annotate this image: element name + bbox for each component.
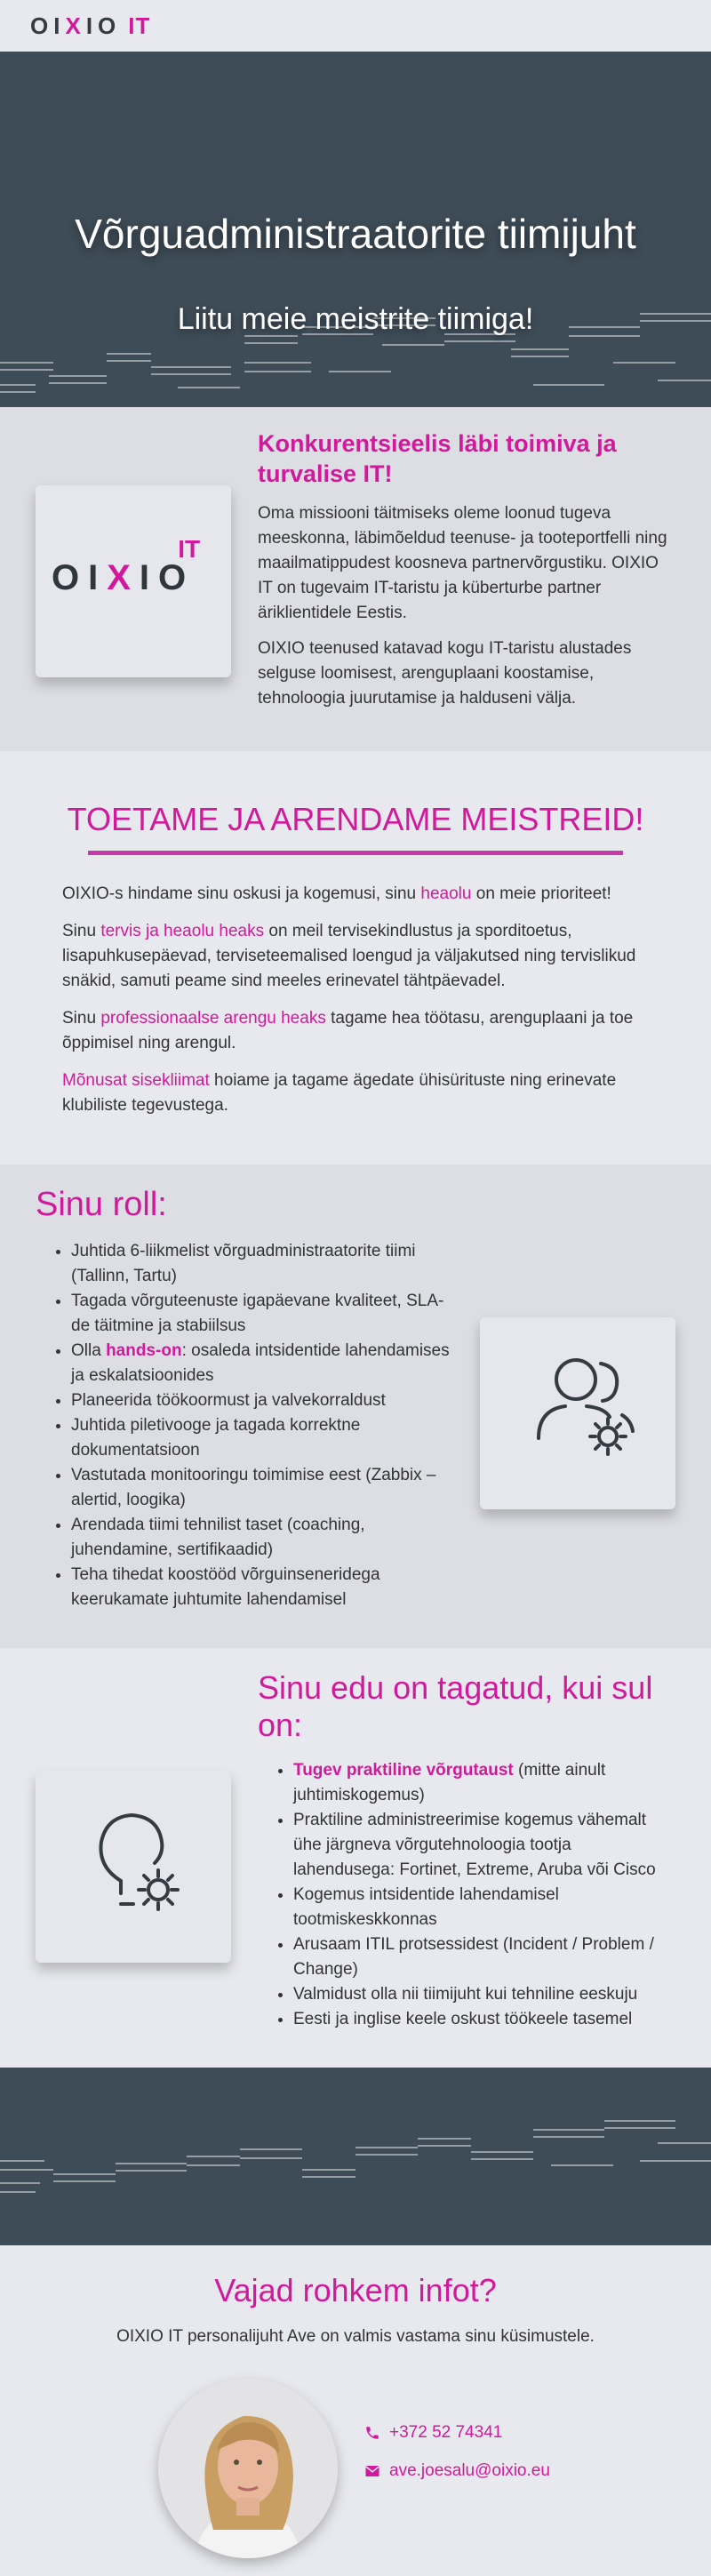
list-item: • Praktiline administreerimise kogemus vähemalt ühe järgneva võrgutehnoloogia tootja lahendusega: Fortinet, Extreme, Aruba või Cisco xyxy=(293,1808,674,1883)
email-link[interactable] xyxy=(364,2461,550,2481)
support-paragraph-1 xyxy=(62,882,649,907)
phone-number: +372 52 74341 xyxy=(389,2423,503,2442)
list-item: • Teha tihedat koostööd võrguinseneridega keerukamate juhtumite lahendamisel xyxy=(71,1563,460,1612)
support-paragraph-3 xyxy=(62,1006,649,1056)
mission-paragraph-1: Oma missiooni täitmiseks oleme loonud tugeva meeskonna, läbimõeldud teenuse- ja tooteportfelli ning maailmatippudest koosneva partnervõrgustiku. OIXIO IT on tugevaim IT-taristu ja küberturbe partner äriklientidele Eestis. xyxy=(258,504,667,622)
lightbulb-gear-card xyxy=(36,1771,231,1963)
envelope-icon xyxy=(364,2464,380,2478)
highlight-text: hands-on xyxy=(106,1341,182,1360)
list-item: • Vastutada monitooringu toimimise eest (Zabbix – alertid, loogika) xyxy=(71,1463,460,1513)
logo-card xyxy=(36,485,231,677)
hero-banner xyxy=(0,52,711,407)
band-lines-decoration xyxy=(0,2068,711,2245)
card-logo-it: IT xyxy=(178,535,201,563)
card-logo xyxy=(52,535,201,598)
text-span: (mitte ainult juhtimiskogemus) xyxy=(293,1761,606,1804)
title-underline xyxy=(88,851,623,855)
list-item: • Planeerida töökoormust ja valvekorraldust xyxy=(71,1388,460,1413)
email-address: ave.joesalu@oixio.eu xyxy=(389,2461,550,2480)
support-paragraph-4 xyxy=(62,1068,649,1118)
text-span: on meie prioriteet! xyxy=(471,884,611,903)
mission-section xyxy=(0,407,711,751)
text-span: Sinu xyxy=(62,922,101,940)
text-span: Sinu xyxy=(62,1009,101,1028)
text-span: Olla xyxy=(71,1341,107,1360)
lightbulb-gear-icon xyxy=(36,1771,231,1963)
highlight-text: professionaalse arengu heaks xyxy=(100,1009,326,1028)
requirements-title: Sinu edu on tagatud, kui sul on: xyxy=(258,1669,653,1743)
avatar xyxy=(158,2379,338,2558)
mission-paragraph-2: OIXIO teenused katavad kogu IT-taristu alustades selguse loomisest, arenguplaani koostamise, tehnoloogia juurutamise ja halduseni välja. xyxy=(258,639,632,708)
highlight-text: tervis ja heaolu heaks xyxy=(100,922,265,940)
highlight-text: Tugev praktiline võrgutaust xyxy=(293,1761,514,1780)
support-paragraph-2 xyxy=(62,919,649,994)
text-span: OIXIO-s hindame sinu oskusi ja kogemusi, sinu xyxy=(62,884,421,903)
list-item: • Juhtida piletivooge ja tagada korrektne dokumentatsioon xyxy=(71,1413,460,1463)
list-item xyxy=(293,1758,674,1808)
text-span: : osaleda intsidentide lahendamises ja eskalatsioonides xyxy=(71,1341,450,1385)
requirements-section xyxy=(0,1648,711,2068)
list-item: • Juhtida 6-liikmelist võrguadministraatorite tiimi (Tallinn, Tartu) xyxy=(71,1239,460,1289)
logo-word: OIXIO xyxy=(30,12,122,39)
role-list xyxy=(52,1239,460,1612)
card-logo-word: OIXIO xyxy=(52,558,196,597)
decorative-band xyxy=(0,2068,711,2245)
highlight-text: heaolu xyxy=(420,884,472,903)
support-title: TOETAME JA ARENDAME MEISTREID! xyxy=(67,801,644,837)
list-item xyxy=(71,1339,460,1388)
text-span: on meil tervisekindlustus ja sporditoetus, lisapuhkusepäevad, terviseteemalised loengud ja väljakutsed ning tervislikud snäkid, samuti peame sind meeles erinevatel tähtpäevadel. xyxy=(62,922,636,990)
contact-section xyxy=(0,2245,711,2576)
users-gear-icon xyxy=(480,1317,675,1509)
avatar-portrait xyxy=(158,2379,338,2558)
hero-title: Võrguadministraatorite tiimijuht xyxy=(75,211,636,257)
list-item: • Valmidust olla nii tiimijuht kui tehniline eeskuju xyxy=(293,1982,674,2007)
requirements-list xyxy=(274,1758,674,2032)
contact-subtitle: OIXIO IT personalijuht Ave on valmis vastama sinu küsimustele. xyxy=(116,2327,595,2346)
list-item: • Tagada võrguteenuste igapäevane kvaliteet, SLA-de täitmine ja stabiilsus xyxy=(71,1289,460,1339)
highlight-text: Mõnusat sisekliimat xyxy=(62,1071,210,1090)
top-bar xyxy=(0,0,711,52)
list-item: • Eesti ja inglise keele oskust töökeele tasemel xyxy=(293,2007,674,2032)
list-item: • Kogemus intsidentide lahendamisel tootmiskeskkonnas xyxy=(293,1883,674,1932)
hero-subtitle: Liitu meie meistrite tiimiga! xyxy=(177,302,534,336)
role-section xyxy=(0,1164,711,1648)
role-title: Sinu roll: xyxy=(36,1186,167,1223)
users-gear-card xyxy=(480,1317,675,1509)
phone-link[interactable] xyxy=(364,2423,502,2443)
support-section xyxy=(0,751,711,1164)
text-span: tagame hea töötasu, arenguplaani ja toe õppimisel ning arengul. xyxy=(62,1009,634,1052)
oixio-logo[interactable] xyxy=(30,12,150,40)
text-span: hoiame ja tagame ägedate ühisürituste ning erinevate klubiliste tegevustega. xyxy=(62,1071,617,1115)
logo-it: IT xyxy=(128,12,151,39)
mission-title: Konkurentsieelis läbi toimiva ja turvalise IT! xyxy=(258,430,617,487)
phone-icon xyxy=(364,2425,380,2441)
list-item: • Arendada tiimi tehnilist taset (coaching, juhendamine, sertifikaadid) xyxy=(71,1513,460,1563)
contact-title: Vajad rohkem infot? xyxy=(214,2272,497,2308)
list-item: • Arusaam ITIL protsessidest (Incident / Problem / Change) xyxy=(293,1932,674,1982)
